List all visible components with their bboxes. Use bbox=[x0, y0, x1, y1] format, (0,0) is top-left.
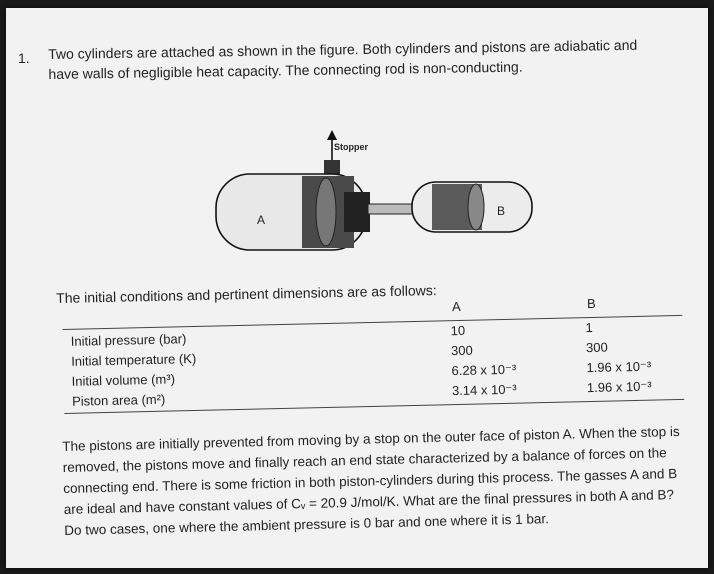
column-header-a: A bbox=[451, 298, 461, 315]
document-page bbox=[6, 8, 708, 568]
value-a: 6.28 x 10⁻³ bbox=[451, 361, 517, 379]
row-label: Initial volume (m³) bbox=[71, 371, 176, 389]
piston-a-face bbox=[316, 178, 336, 246]
value-b: 1.96 x 10⁻³ bbox=[586, 358, 652, 376]
cylinder-a-label: A bbox=[257, 213, 266, 227]
question-intro: Two cylinders are attached as shown in the figure. Both cylinders and pistons are adiabatic and have walls of negligible heat capacity. The connecting rod is non-conducting. bbox=[48, 36, 638, 82]
value-b: 1.96 x 10⁻³ bbox=[586, 378, 652, 396]
value-a: 300 bbox=[450, 342, 473, 359]
row-label: Initial pressure (bar) bbox=[70, 331, 187, 349]
column-header-b: B bbox=[586, 295, 596, 312]
cylinder-b-label: B bbox=[497, 204, 506, 218]
problem-body: The pistons are initially prevented from moving by a stop on the outer face of piston A. When the stop is removed, the pistons move and finally reach an end state characterized by a balance of forces on the connecting end. There is some friction in both piston-cylinders during this process. The gasses A and B are ideal and have constant values of Cᵥ = 20.9 J/mol/K. What are the final pressures in both A and B? Do two cases, one where the ambient pressure is 0 bar and one where it is 1 bar. bbox=[62, 423, 680, 538]
value-a: 10 bbox=[450, 322, 466, 339]
piston-a-hub bbox=[344, 192, 370, 232]
stopper-label: Stopper bbox=[334, 142, 369, 152]
conditions-table bbox=[62, 294, 684, 418]
row-label: Piston area (m²) bbox=[71, 391, 166, 409]
piston-b-face bbox=[468, 184, 484, 230]
value-b: 1 bbox=[585, 319, 593, 336]
question-number: 1. bbox=[18, 50, 30, 66]
row-label: Initial temperature (K) bbox=[71, 350, 197, 369]
value-b: 300 bbox=[585, 339, 608, 356]
conditions-intro: The initial conditions and pertinent dimensions are as follows: bbox=[56, 282, 437, 306]
value-a: 3.14 x 10⁻³ bbox=[451, 381, 517, 399]
stopper-arrow-head bbox=[327, 130, 337, 140]
